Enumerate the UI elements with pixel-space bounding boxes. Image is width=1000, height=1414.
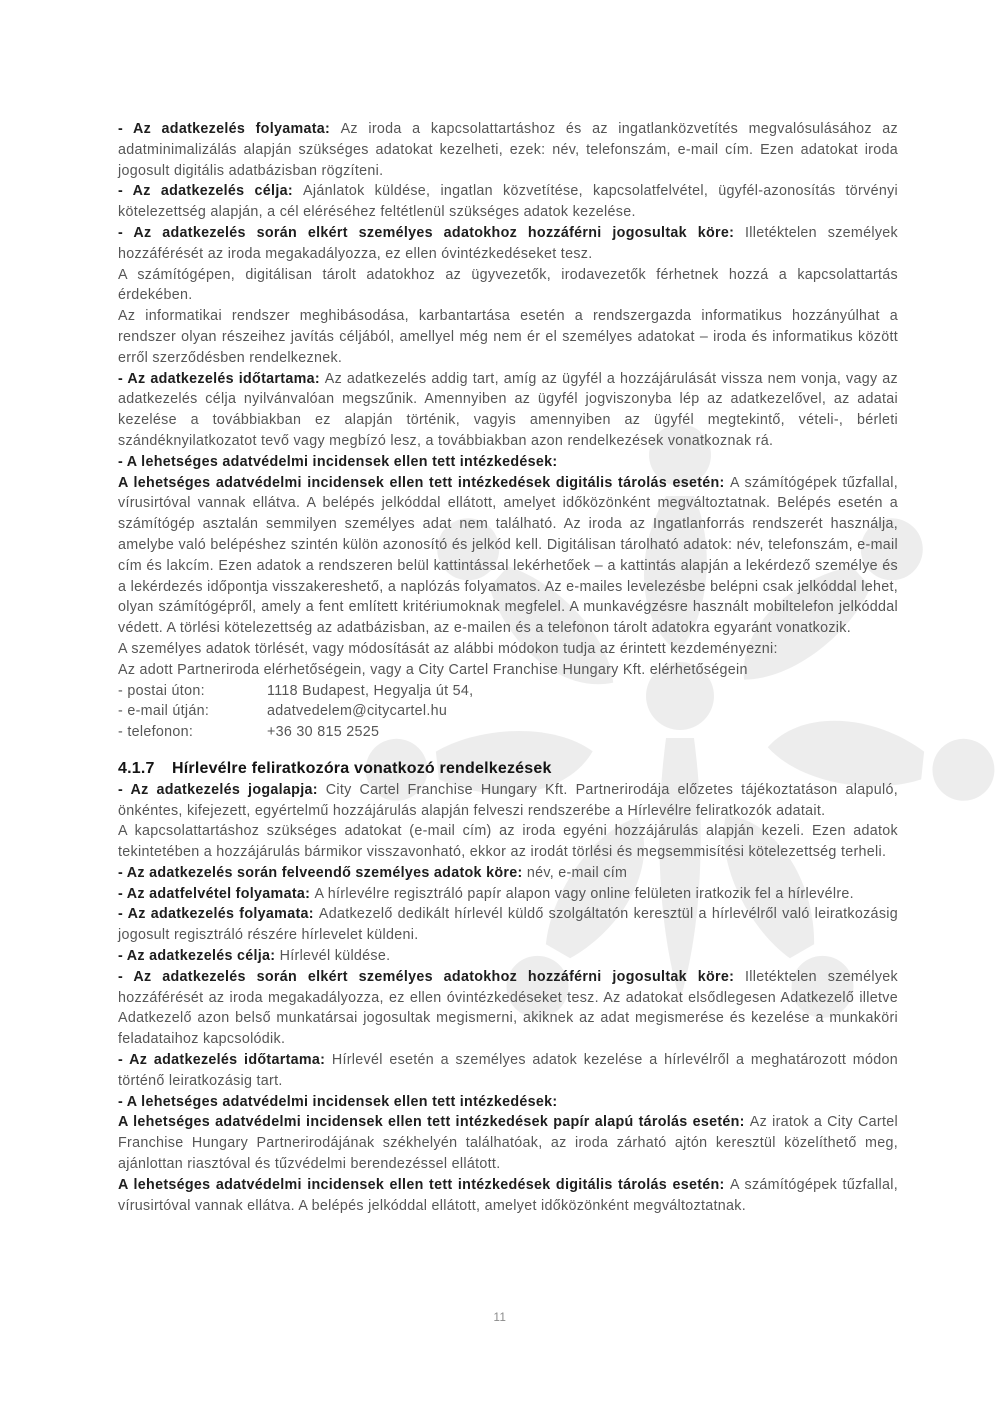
- page-number: 11: [493, 1312, 507, 1324]
- contact-value: +36 30 815 2525: [267, 724, 380, 741]
- paragraph-lead: - A lehetséges adatvédelmi incidensek ellen tett intézkedések:: [118, 453, 558, 470]
- paragraph: [118, 306, 898, 368]
- paragraph: [118, 1112, 898, 1174]
- paragraph-lead: - Az adatkezelés során felveendő személyes adatok köre:: [118, 864, 527, 881]
- paragraph-text: Az informatikai rendszer meghibásodása, karbantartása esetén a rendszergazda informatikus hozzányúlhat a rendszer olyan részeihez javítás céljából, amellyel még nem ér el személyes adatokat – iroda és informatikus között erről szerződésben rendelkeznek.: [118, 308, 898, 366]
- paragraph-text: név, e-mail cím: [526, 864, 628, 881]
- paragraph: [118, 863, 898, 884]
- paragraph-text: A számítógépek tűzfallal, vírusirtóval vannak ellátva. A belépés jelkóddal ellátott, amelyet időközönként megváltoztatnak. Belépés esetén a számítógép asztalán semmilyen személyes adat nem található. Az iroda az Ingatlanforrás rendszerét használja, amelybe való belépéshez szintén külön azonosító és jelkód kell. Digitálisan tárolható adatok: név, telefonszám, e-mail cím és lakcím. Ezen adatok a rendszeren belül kattintással lekérhetőek – a kattintás alapján a lekérdező személye és a lekérdezés időpontja visszakereshető, a naplózás folyamatos. Az e-mailes levelezésbe belépni csak jelkóddal lehet, olyan számítógépről, amely a fent említett kritériumoknak megfelel. A munkavégzésre használt mobiltelefon jelkóddal védett. A törlési kötelezettség az adatbázisban, az e-mailen és a telefonon tárolt adatokra egyaránt vonatkozik.: [118, 474, 898, 637]
- contact-value: adatvedelem@citycartel.hu: [267, 703, 448, 720]
- paragraph-text: A kapcsolattartáshoz szükséges adatokat (e-mail cím) az iroda egyéni hozzájárulás alapján kezeli. Ezen adatok tekintetében a hozzájárulás bármikor visszavonható, ekkor az irodát törlési és megsemmisítési kötelezettség terheli.: [118, 823, 898, 861]
- paragraph: [118, 884, 898, 905]
- section-number: 4.1.7: [118, 759, 155, 777]
- paragraph: [118, 821, 898, 863]
- paragraph-lead: - Az adatkezelés időtartama:: [118, 370, 325, 387]
- paragraph-text: Hírlevél küldése.: [279, 948, 391, 965]
- contact-label: - telefonon:: [118, 724, 194, 741]
- contact-row: [118, 681, 898, 702]
- paragraph: [118, 369, 898, 452]
- paragraph: [118, 223, 898, 265]
- contact-label: - postai úton:: [118, 682, 205, 699]
- paragraph-lead: - Az adatkezelés során elkért személyes adatokhoz hozzáférni jogosultak köre:: [118, 224, 745, 241]
- paragraph-text: A hírlevélre regisztráló papír alapon vagy online felületen iratkozik fel a hírlevélre.: [314, 885, 854, 902]
- paragraph-lead: - Az adatkezelés időtartama:: [118, 1052, 332, 1069]
- paragraph-text: City Cartel Franchise Hungary Kft. Partnerirodája előzetes tájékoztatáson alapuló, önkéntes, kifejezett, egyértelmű hozzájárulás alapján felveszi rendszerébe a Hírlevélre feliratkozók adatait.: [118, 781, 899, 819]
- paragraph: [118, 967, 898, 1050]
- paragraph: [118, 473, 898, 639]
- paragraph: [118, 119, 898, 181]
- paragraph-lead: - A lehetséges adatvédelmi incidensek ellen tett intézkedések:: [118, 1093, 558, 1110]
- paragraph: [118, 946, 898, 967]
- contact-row: [118, 701, 898, 722]
- contact-row: [118, 722, 898, 743]
- paragraph-lead: A lehetséges adatvédelmi incidensek ellen tett intézkedések papír alapú tárolás esetén:: [118, 1114, 750, 1131]
- paragraph: [118, 660, 898, 681]
- contact-label: - e-mail útján:: [118, 703, 210, 720]
- paragraph: [118, 639, 898, 660]
- paragraph-text: Az adott Partneriroda elérhetőségein, vagy a City Cartel Franchise Hungary Kft. elérhetőségein: [118, 661, 748, 678]
- contact-value: 1118 Budapest, Hegyalja út 54,: [267, 682, 474, 699]
- paragraph-text: Az adatkezelés addig tart, amíg az ügyfél a hozzájárulását vissza nem vonja, vagy az adatkezelés célja nyilvánvalóan megszűnik. Amennyiben az ügyfél jogviszonyba lép az adatkezelővel, az adatai kezelése a továbbiakban ez alapján történik, vagyis amennyiben az ügyfél megtekintő, vételi-, bérleti szándéknyilatkozatot tevő vagy megbízó lesz, a továbbiakban azon rendelkezések vonatkoznak rá.: [118, 370, 898, 449]
- paragraph: [118, 780, 898, 822]
- section-title: Hírlevélre feliratkozóra vonatkozó rendelkezések: [172, 759, 552, 777]
- paragraph-text: A számítógépek tűzfallal, vírusirtóval vannak ellátva. A belépés jelkóddal ellátott, amelyet időközönként megváltoztatnak.: [118, 1176, 898, 1214]
- paragraph-text: Ajánlatok küldése, ingatlan közvetítése, kapcsolatfelvétel, ügyfél-azonosítás törvényi kötelezettség alapján, a cél eléréséhez feltétlenül szükséges adatok kezelése.: [118, 183, 898, 221]
- paragraph-lead: A lehetséges adatvédelmi incidensek ellen tett intézkedések digitális tárolás esetén:: [118, 1176, 731, 1193]
- paragraph-lead: - Az adatkezelés folyamata:: [118, 906, 319, 923]
- paragraph-lead: - Az adatfelvétel folyamata:: [118, 885, 315, 902]
- paragraph: [118, 904, 898, 946]
- paragraph-lead: - Az adatkezelés célja:: [118, 948, 280, 965]
- paragraph-text: Hírlevél esetén a személyes adatok kezelése a hírlevélről a meghatározott módon történő leiratkozásig tart.: [118, 1052, 898, 1089]
- paragraph: [118, 1092, 898, 1113]
- paragraph-text: Illetéktelen személyek hozzáférését az iroda megakadályozza, ez ellen óvintézkedéseket tesz.: [118, 224, 898, 262]
- paragraph-text: A számítógépen, digitálisan tárolt adatokhoz az ügyvezetők, irodavezetők férhetnek hozzá a kapcsolattartás érdekében.: [118, 266, 898, 304]
- paragraph-text: Az iratok a City Cartel Franchise Hungary Partnerirodájának székhelyén találhatóak, az iroda zárható ajtón keresztül közelíthető meg, ajánlottan riasztóval és tűzvédelmi berendezéssel ellátott.: [118, 1114, 898, 1173]
- paragraph-text: Adatkezelő dedikált hírlevél küldő szolgáltatón keresztül a hírlevélről való leiratkozásig jogosult regisztráló részére hírlevelet küldeni.: [118, 906, 898, 944]
- section-heading: [118, 759, 898, 780]
- paragraph: [118, 181, 898, 223]
- paragraph: [118, 1050, 898, 1092]
- document-content: [118, 119, 898, 1216]
- paragraph-lead: - Az adatkezelés során elkért személyes adatokhoz hozzáférni jogosultak köre:: [118, 968, 745, 985]
- paragraph: [118, 1175, 898, 1217]
- paragraph-lead: A lehetséges adatvédelmi incidensek ellen tett intézkedések digitális tárolás esetén:: [118, 474, 731, 491]
- paragraph-text: A személyes adatok törlését, vagy módosítását az alábbi módokon tudja az érintett kezdeményezni:: [118, 640, 778, 657]
- paragraph: [118, 452, 898, 473]
- paragraph-text: Az iroda a kapcsolattartáshoz és az ingatlanközvetítés megvalósulásához az adatminimalizálás alapján szükséges adatokat kezelheti, ezek: név, telefonszám, e-mail cím. Ezen adatokat iroda jogosult digitális adatbázisban rögzíteni.: [118, 121, 898, 179]
- paragraph-text: Illetéktelen személyek hozzáférését az iroda megakadályozza, ez ellen óvintézkedéseket tesz. Az adatokat elsődlegesen Adatkezelő illetve Adatkezelő azon belső munkatársai jogosultak megismerni, akiknek az adat megismerése és kezelése a munkaköri feladataihoz kapcsolódik.: [118, 968, 898, 1048]
- paragraph-lead: - Az adatkezelés célja:: [118, 183, 304, 200]
- paragraph: [118, 265, 898, 307]
- spacer: [118, 743, 898, 759]
- paragraph-lead: - Az adatkezelés folyamata:: [118, 121, 341, 137]
- paragraph-lead: - Az adatkezelés jogalapja:: [118, 781, 326, 798]
